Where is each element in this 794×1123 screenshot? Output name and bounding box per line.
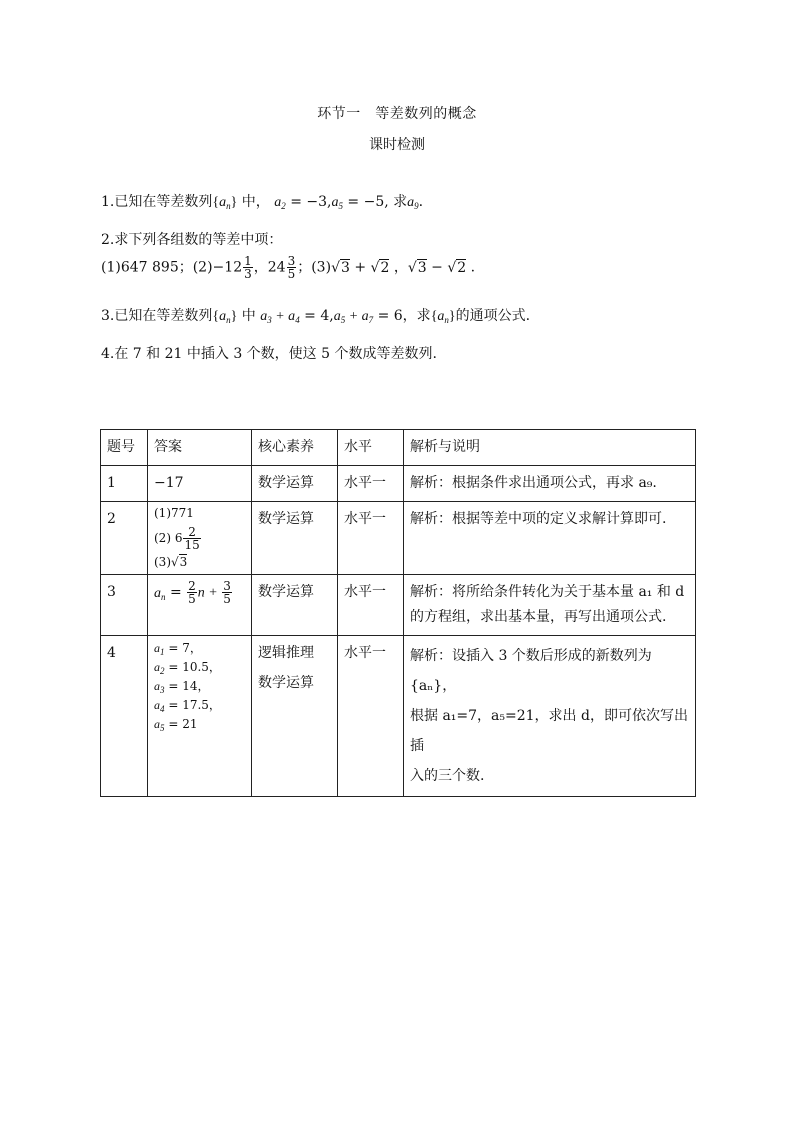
sqrt-3-b: √3 [407, 259, 427, 276]
analysis-line-3: 入的三个数. [410, 768, 485, 784]
question-2: 2.求下列各组数的等差中项： [101, 232, 283, 248]
sqrt-2-b: √2 [447, 259, 467, 276]
answer-a5: $a_5 = 21$ [154, 717, 198, 733]
answer-2-den: 15 [184, 538, 200, 552]
row-answer [148, 502, 252, 575]
row-num: 2 [101, 502, 148, 575]
question-4: 4.在 7 和 21 中插入 3 个数，使这 5 个数成等差数列. [101, 346, 437, 362]
row-analysis: 解析：根据等差中项的定义求解计算即可. [404, 502, 696, 575]
answer-a5-value: = 21 [168, 717, 198, 731]
answer-line-2 [154, 523, 245, 553]
skill-line-2: 数学运算 [258, 675, 314, 691]
q2-comma: ， [389, 259, 408, 276]
answer-a4: $a_4 = 17.5$， [154, 698, 221, 714]
question-2-items [101, 255, 475, 280]
answer-a4-value: = 17.5， [168, 698, 221, 712]
row-analysis: 解析：根据条件求出通项公式，再求 a₉. [404, 466, 696, 502]
answer-2-fraction [183, 526, 200, 551]
row-level: 水平一 [338, 502, 404, 575]
table-row [101, 575, 696, 636]
sqrt-2-b-body: 2 [457, 259, 467, 276]
formula-den-2: 5 [223, 592, 231, 606]
skill-line-1: 逻辑推理 [258, 645, 314, 661]
q2-frac1-num: 1 [244, 254, 252, 268]
formula-frac-1 [187, 580, 197, 605]
q1-cond: = −3, [290, 194, 332, 210]
formula-frac-2 [222, 580, 232, 605]
answer-sqrt-body: 3 [179, 555, 188, 569]
answer-a1-value: = 7， [168, 641, 202, 655]
question-3: 3.已知在等差数列$\{a_n\}$ 中 $a_3 + a_4 = 4,a_5 + a_7 = 6$，求$\{a_n\}$的通项公式. [101, 308, 531, 325]
header-answer: 答案 [148, 430, 252, 466]
answer-line-1: (1)771 [154, 506, 194, 520]
formula-mid: n + [197, 585, 222, 601]
analysis-line-2: 根据 a₁=7，a₅=21，求出 d，即可依次写出插 [410, 708, 688, 754]
formula-num-2: 3 [223, 579, 231, 593]
row-skill: 数学运算 [252, 466, 338, 502]
header-analysis: 解析与说明 [404, 430, 696, 466]
table-header-row [101, 430, 696, 466]
row-level: 水平一 [338, 466, 404, 502]
header-num: 题号 [101, 430, 148, 466]
answer-sqrt: √3 [171, 555, 188, 569]
answer-a2: $a_2 = 10.5$， [154, 660, 221, 676]
table-row [101, 502, 696, 575]
q1-end: . [418, 194, 424, 210]
sqrt-3-b-body: 3 [417, 259, 427, 276]
formula-eq: = [169, 584, 187, 601]
row-answer: −17 [148, 466, 252, 502]
sqrt-3-a-body: 3 [340, 259, 350, 276]
table-row [101, 636, 696, 797]
analysis-line-2: 的方程组，求出基本量，再写出通项公式. [410, 609, 667, 625]
q2-item-3: ；(3) [297, 259, 332, 276]
row-answer [148, 636, 252, 797]
sqrt-2-a-body: 2 [380, 259, 390, 276]
q3-eq1: = 4, [304, 308, 334, 324]
q2-frac1-den: 3 [244, 267, 252, 281]
sqrt-2-a: √2 [370, 259, 390, 276]
row-num: 1 [101, 466, 148, 502]
answer-a1: $a_1 = 7$， [154, 641, 202, 657]
row-skill: 数学运算 [252, 575, 338, 636]
q2-item-1: (1)647 895；(2)−12 [101, 259, 243, 276]
row-skill: 数学运算 [252, 502, 338, 575]
row-skill [252, 636, 338, 797]
answer-2-prefix: (2) 6 [154, 531, 183, 545]
analysis-line-1: 解析：将所给条件转化为关于基本量 a₁ 和 d [410, 584, 685, 600]
row-level: 水平一 [338, 636, 404, 797]
q2-plus: + [349, 259, 371, 276]
q3-end: 的通项公式. [455, 308, 531, 324]
q1-mid: 中， [241, 194, 270, 210]
q1-prefix: 1.已知在等差数列 [101, 194, 213, 210]
q3-prefix: 3.已知在等差数列 [101, 308, 213, 324]
header-level: 水平 [338, 430, 404, 466]
header-skill: 核心素养 [252, 430, 338, 466]
q2-fraction-1 [243, 255, 253, 280]
row-analysis [404, 575, 696, 636]
question-1: 1.已知在等差数列$\{a_n\}$ 中， $a_2 = -3,a_5 = -5$, 求$a_9$. [101, 194, 424, 211]
answer-a3: $a_3 = 14$， [154, 679, 210, 695]
row-answer: $a_n$ = $\frac{2}{5}$ n + $\frac{3}{5}$ [148, 575, 252, 636]
table-row [101, 466, 696, 502]
page-title: 环节一 等差数列的概念 [317, 106, 477, 122]
q2-fraction-2 [287, 255, 297, 280]
q2-end: . [466, 259, 476, 276]
answer-a3-value: = 14， [168, 679, 210, 693]
q2-item-2: ，24 [253, 259, 286, 276]
answer-line-3 [154, 553, 245, 572]
answer-2-num: 2 [183, 526, 200, 539]
q1-cond2: = −5, 求 [347, 194, 408, 210]
row-num: 3 [101, 575, 148, 636]
row-num: 4 [101, 636, 148, 797]
page-subtitle: 课时检测 [369, 137, 425, 153]
sqrt-3-a: √3 [331, 259, 350, 276]
answer-a2-value: = 10.5， [168, 660, 221, 674]
q3-eq2: = 6，求 [377, 308, 431, 324]
formula-den-1: 5 [188, 592, 196, 606]
q2-frac2-den: 5 [287, 267, 296, 281]
analysis-line-1: 解析：设插入 3 个数后形成的新数列为{aₙ}， [410, 648, 652, 694]
formula-num-1: 2 [188, 579, 196, 593]
q2-frac2-num: 3 [287, 254, 296, 268]
answer-3-prefix: (3) [154, 555, 171, 569]
answer-table [100, 429, 696, 797]
row-level: 水平一 [338, 575, 404, 636]
q3-mid: 中 [241, 308, 256, 324]
row-analysis [404, 636, 696, 797]
q2-minus: − [426, 259, 448, 276]
